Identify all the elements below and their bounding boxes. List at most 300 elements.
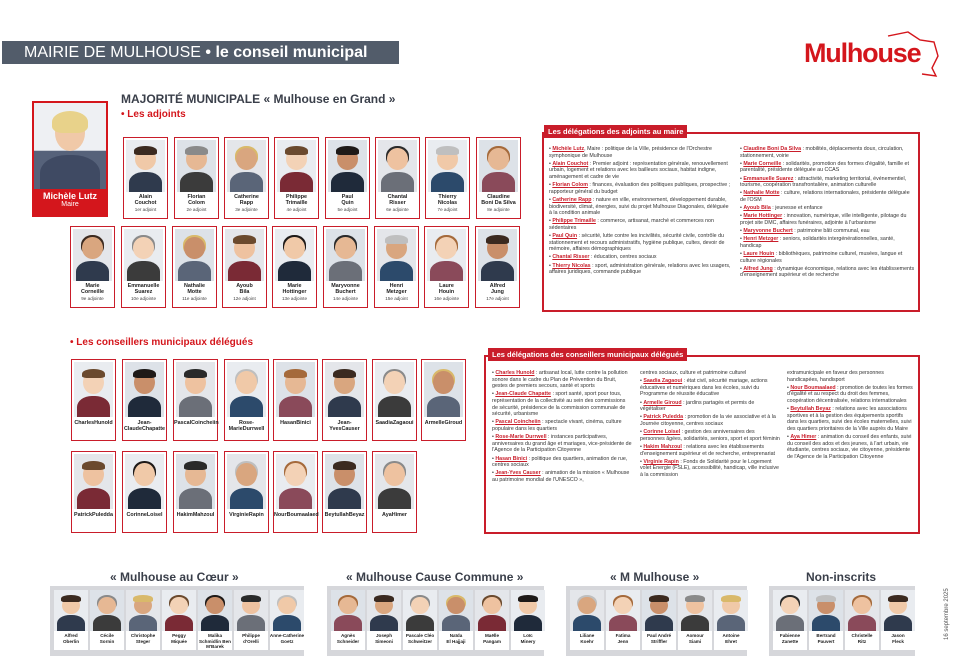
adjoint-label [476,283,519,302]
delegation-text: : promotion de toutes les formes d'égalité et au respect du droit des femmes, coopération décentralisée, relations internationales [787,384,913,404]
adjoint-label [477,194,520,213]
adjoint-label [122,283,165,302]
person-last-name: Boumaalaed [286,512,319,518]
adjoint-label [426,194,469,213]
delegation-person: Saadia Zagaoui [643,378,683,385]
delegation-entry: • Michèle Lutz, Maire : politique de la Ville, présidence de l'Orchestre symphonique de Mulhouse [549,146,712,159]
delegation-text: : gestion des anniversaires des personnes âgées, solidarités, seniors, sport et sport féminin [640,429,780,442]
group-member-label [472,633,512,644]
adjoint-photo [124,229,163,281]
person-last-name: Mahzoul [192,512,215,518]
delegation-text: : état civil, sécurité mariage, actions éducatives et numériques dans les écoles, suivi du Programme de réussite éducative [640,378,768,398]
person-last-name: Bila [239,289,250,296]
conseiller-photo [375,362,414,417]
adjoint-photo [328,140,367,192]
adjoint-label [124,194,167,213]
member-first-name: Alfred [64,633,78,638]
delegation-text: : sport santé, sport pour tous, représentation de la collectivité au sein des commissions de sécurité, présidence de la commission communale de sécurité, urbanisme [492,391,626,418]
group-member-card [511,590,545,650]
delegation-person: Aya Himer [790,434,817,441]
person-first-name: Pascal [174,420,192,426]
group-member-photo [126,590,160,631]
delegation-entry: • Catherine Rapp : nature en ville, environnement, développement durable, biodiversité, climat, énergies, suivi du projet Mulhouse Diagonales, déléguée à la condition animale [549,196,729,217]
delegation-text: : artisanat local, lutte contre la pollution sonore dans le cadre du Plan de Prévention du Bruit, gestes de premiers secours, santé et sports [492,370,628,390]
conseiller-photo [125,454,164,509]
person-first-name: Catherine [234,194,259,200]
delegation-entry: • Corinne Loisel : gestion des anniversaires des personnes âgées, solidarités, seniors, sport et sport féminin [640,429,780,442]
group-member-card [714,590,748,650]
member-first-name: Christelle [851,633,873,638]
person-last-name: Loisel [146,512,163,518]
person-first-name: Hasan [280,420,297,426]
person-last-name: Beyaz [348,512,365,518]
conseiller-card [173,359,218,441]
person-last-name: Rapp [239,200,254,207]
group-member-photo [162,590,196,631]
adjoint-card [121,226,166,308]
person-last-name: Chapatte [141,426,166,433]
delegation-person: Michèle Lutz [552,146,585,152]
delegation-person: Rose-Marie Durrwell [495,434,547,441]
delegation-person: Thierry Nicolas [552,262,591,269]
group-member-label [195,633,235,650]
conseiller-label [174,420,217,426]
group-member-label [508,633,548,644]
group-member-label [159,633,199,644]
group-member-label [231,633,271,644]
conseiller-card [122,359,167,441]
member-first-name: Fatima [615,633,631,638]
delegation-entry: • Charles Hunold : artisanat local, lutte contre la pollution sonore dans le cadre du Plan de Prévention du Bruit, gestes de premiers secours, santé et sports [492,370,628,390]
adjoint-card [476,137,521,219]
member-last-name: d'Orelli [243,638,259,644]
person-last-name: Puledda [92,512,113,518]
delegation-person: Beytullah Beyaz [790,406,831,413]
conseiller-label [72,420,115,426]
person-last-name: Quin [341,200,354,207]
group-member-label [639,633,679,644]
group-member-card [845,590,879,650]
member-last-name: Ritz [857,638,867,644]
member-first-name: Malika [207,633,223,638]
member-last-name: El Hajjaji [446,638,466,644]
person-rank: 6e adjointe [386,206,409,212]
delegation-text: : politique des quartiers, animation de rue, centres sociaux [492,455,628,469]
group-member-card [570,590,604,650]
publication-date: 16 septembre 2025 [944,588,950,640]
group-member-card [403,590,437,650]
adjoint-card [374,226,419,308]
person-rank: 3e adjointe [235,206,258,212]
person-first-name: Corinne [126,512,147,518]
group-title-cause-commune: « Mulhouse Cause Commune » [346,570,524,584]
delegation-entry: • Paul Quin : sécurité, lutte contre les incivilités, sécurité civile, contrôle du stationnement et recours administratifs, hygiène publique, cultes, devoir de mémoire, affaires démographiques [549,233,725,253]
member-last-name: Schweitzer [408,638,432,644]
group-member-photo [234,590,268,631]
person-last-name: Buchert [335,289,356,296]
conseiller-card [224,451,269,533]
adjoint-card [425,137,470,219]
group-member-photo [642,590,676,631]
delegation-person: Claudine Boni Da Silva [743,146,802,152]
person-first-name: Aya [382,512,392,518]
adjoint-photo [478,229,517,281]
person-first-name: Patrick [74,512,92,518]
adjoint-photo [175,229,214,281]
member-first-name: Peggy [172,633,186,638]
adjoint-card [475,226,520,308]
group-member-label [806,633,846,644]
member-last-name: Sornin [99,638,115,644]
conseiller-photo [227,454,266,509]
delegation-entry [787,370,915,383]
person-last-name: Trimaille [285,200,308,207]
member-first-name: Joseph [375,633,393,638]
delegation-entry: • Ayoub Bila : jeunesse et enfance [740,205,823,212]
group-member-card [881,590,915,650]
person-last-name: Binici [296,420,311,426]
person-first-name: Philippe [286,194,307,200]
group-member-card [475,590,509,650]
delegation-text: : Premier adjoint : représentation générale, renouvellement urbain, logement et relations avec les bailleurs sociaux, habitat indigne, aménagement et cadre de vie [549,160,728,180]
delegation-entry: • Nathalie Motte : culture, relations internationales, présidente déléguée de l'OSM [740,190,910,203]
person-last-name: Corneille [80,289,105,296]
adjoint-label [375,283,418,302]
member-last-name: Pangam [483,638,501,644]
conseiller-label [225,420,268,433]
delegation-text: centres sociaux, culture et patrimoine culturel [640,370,747,376]
banner-title-main: MAIRIE DE MULHOUSE [24,44,201,61]
group-member-label [436,633,476,644]
person-rank: 9e adjointe [81,295,104,301]
person-first-name: Claudine [487,194,510,200]
banner-separator: • [205,44,211,61]
adjoint-label [225,194,268,213]
delegation-text: : animation de la mission « Mulhouse au patrimoine mondial de l'UNESCO », [492,470,630,483]
delegation-person: Hasan Binici [495,455,528,462]
delegation-entry: • Jean-Claude Chapatte : sport santé, sport pour tous, représentation de la collectivité au sein des commissions de sécurité, présidence de la commission communale de sécurité, urbanisme [492,391,626,418]
delegation-entry: • Aya Himer : animation du conseil des enfants, suivi du conseil des ados et des jeunes, à l'art urbain, vie étudiante, centres sociaux, vie citoyenne, présidente de l'Agence de la Participation Citoyenne [787,434,912,460]
person-first-name: Armelle [424,420,445,426]
group-member-photo [714,590,748,631]
group-title-m-mulhouse: « M Mulhouse » [610,570,700,584]
adjoint-card [123,137,168,219]
group-member-card [439,590,473,650]
person-last-name: Jung [491,289,504,296]
member-first-name: Cécile [100,633,114,638]
adjoints-label: • Les adjoints [121,109,186,120]
person-last-name: Durrwell [242,426,265,433]
mayor-role: Maire [61,201,79,208]
group-member-card [773,590,807,650]
adjoint-card [172,226,217,308]
person-first-name: Florian [187,194,206,200]
delegation-text: : seniors, solidarités intergénérationnelles, santé, handicap [740,236,895,249]
delegation-entry: • Chantal Risser : éducation, centres sociaux [549,254,657,261]
conseillers-label: • Les conseillers municipaux délégués [70,337,254,348]
person-last-name: Colom [188,200,205,207]
group-member-label [603,633,643,644]
conseiller-photo [276,454,315,509]
logo-text: Mulhouse [804,38,921,68]
member-first-name: Agnès [340,633,356,638]
conseiller-photo [424,362,463,417]
person-first-name: Saadia [375,420,393,426]
delegation-text: : jeunesse et enfance [770,205,823,212]
adjoint-label [223,283,266,302]
delegation-entry [640,370,780,377]
group-member-card [331,590,365,650]
person-rank: 10e adjointe [130,295,157,301]
group-member-label [842,633,882,644]
mayor-photo [34,103,106,189]
group-member-photo [331,590,365,631]
delegation-text: , Maire : politique de la Ville, présidence de l'Orchestre symphonique de Mulhouse [549,146,712,159]
delegation-entry: • Rose-Marie Durrwell : instances participatives, anniversaires du grand âge et mariages, vice-présidente de l'Agence de la Participation Citoyenne [492,434,632,454]
group-member-card [198,590,232,650]
adjoint-label [376,194,419,213]
delegation-text: : attractivité, marketing territorial, événementiel, tourisme, coopération transfrontalière, animation culturelle [740,175,907,189]
delegation-person: Nathalie Motte [743,190,780,197]
group-member-label [123,633,163,644]
group-member-card [234,590,268,650]
adjoint-photo [126,140,165,192]
person-rank: 4e adjoint [286,206,307,212]
person-rank: 14e adjointe [332,295,359,301]
adjoint-label [71,283,114,302]
group-member-card [54,590,88,650]
delegations-conseillers-col3 [787,370,915,462]
group-member-photo [367,590,401,631]
adjoint-photo [377,229,416,281]
adjoint-photo [177,140,216,192]
delegation-text: : sécurité, lutte contre les incivilités, sécurité civile, contrôle du stationnement et recours administratifs, hygiène publique, cultes, devoir de mémoire, affaires démographiques [549,233,725,253]
delegation-text: : relations avec les associations sportives et à la gestion des équipements sportifs dans les quartiers, suivi des écoles maternelles, suivi des quartiers prioritaires de la Ville auprès du Maire [787,406,912,432]
delegation-person: Florian Colom [552,182,588,189]
person-first-name: Charles [74,420,95,426]
delegations-adjoints-col2 [740,146,915,281]
group-member-photo [773,590,807,631]
conseiller-label [174,512,217,518]
delegation-text: : sport, administration générale, relations avec les usagers, affaires juridiques, commande publique [549,262,731,276]
group-member-photo [511,590,545,631]
person-first-name: Thierry [438,194,457,200]
member-first-name: Fabienne [779,633,801,638]
delegation-person: Marie Hottinger [743,213,783,220]
delegation-text: : commerce, artisanat, marché et commerces non sédentaires [549,218,714,231]
person-first-name: Alain [138,194,153,200]
delegation-text: : relations avec les établissements d'enseignement supérieur et de recherche, entreprenariat [640,443,775,457]
delegation-entry: • Patrick Puledda : promotion de la vie associative et à la Journée citoyenne, centres sociaux [640,414,776,427]
delegations-conseillers-col1 [492,370,632,485]
person-first-name: Chantal [387,194,408,200]
delegation-person: Corinne Loisel [643,429,681,436]
adjoint-photo [427,229,466,281]
group-member-photo [439,590,473,631]
delegation-entry: • Hasan Binici : politique des quartiers, animation de rue, centres sociaux [492,455,628,469]
person-last-name: Giroud [444,420,463,426]
delegation-person: Catherine Rapp [552,196,592,203]
person-first-name: Hakim [176,512,193,518]
delegation-person: Pascal Coincheiin [495,419,541,426]
person-last-name: Metzger [386,289,407,296]
member-last-name: Steger [135,638,151,644]
person-last-name: Causer [341,426,360,433]
person-first-name: Nathalie [184,283,205,289]
adjoint-photo [277,140,316,192]
delegation-text: : nature en ville, environnement, développement durable, biodiversité, climat, énergies, suivi du projet Mulhouse Diagonales, déléguée à la condition animale [549,196,729,217]
person-last-name: Hottinger [282,289,307,296]
adjoint-card [224,137,269,219]
group-title-coeur: « Mulhouse au Cœur » [110,570,239,584]
member-first-name: Maëlle [484,633,500,638]
person-last-name: Zagaoui [392,420,414,426]
conseiller-label [323,512,366,518]
delegations-adjoints-title: Les délégations des adjoints au maire [544,125,687,138]
person-rank: 12e adjoint [233,295,256,301]
adjoint-photo [428,140,467,192]
conseiller-photo [325,454,364,509]
conseiller-label [373,420,416,426]
delegation-entry: • Henri Metzger : seniors, solidarités intergénérationnelles, santé, handicap [740,236,895,249]
delegation-entry: • Thierry Nicolas : sport, administration générale, relations avec les usagers, affaires juridiques, commande publique [549,262,731,276]
adjoint-card [222,226,267,308]
group-member-label [567,633,607,644]
group-member-label [364,633,404,644]
member-first-name: Liliane [579,633,595,638]
page-banner [2,41,399,64]
delegation-person: Marie Corneille [743,160,782,167]
person-rank: 17e adjoint [486,295,509,301]
delegation-text: : bibliothèques, patrimoine culturel, musées, langue et culture régionales [740,251,903,264]
group-member-label [770,633,810,644]
person-first-name: Nour [274,512,287,518]
conseiller-label [323,420,366,433]
person-last-name: Coincheiin [191,420,219,426]
delegation-text: : culture, relations internationales, présidente déléguée de l'OSM [740,190,910,203]
delegation-person: Nour Boumaalaed [790,384,836,391]
delegation-person: Paul Quin [552,233,578,240]
member-first-name: Naïda [449,633,463,638]
person-last-name: Nicolas [437,200,458,207]
adjoint-photo [275,229,314,281]
group-member-photo [678,590,712,631]
delegation-entry: • Pascal Coincheiin : spectacle vivant, cinéma, culture populaire dans les quartiers [492,419,622,432]
delegation-entry: • Saadia Zagaoui : état civil, sécurité mariage, actions éducatives et numériques dans les écoles, suivi du Programme de réussite éducative [640,378,768,398]
delegation-entry: • Florian Colom : finances, évaluation des politiques publiques, prospective ; rapporteur général du budget [549,182,731,195]
group-member-card [606,590,640,650]
adjoint-card [424,226,469,308]
person-rank: 1er adjoint [134,206,157,212]
delegation-text: : Fonds de Solidarité pour le Logement volet Energie (FSLE), accessibilité, handicap, ville inclusive à la commission [640,458,779,478]
adjoint-card [274,137,319,219]
person-first-name: Henri [389,283,404,289]
conseiller-photo [325,362,364,417]
delegation-person: Patrick Puledda [643,414,684,421]
person-first-name: Beytullah [324,512,349,518]
adjoint-label [273,283,316,302]
conseiller-card [372,359,417,441]
conseiller-photo [375,454,414,509]
delegation-person: Henri Metzger [743,236,779,243]
delegation-text: : patrimoine bâti communal, eau [792,228,870,235]
member-last-name: Ehret [725,638,737,644]
delegation-text: : solidarités, promotion des formes d'égalité, famille et parentalité, présidente déléguée au CCAS [740,160,909,174]
delegation-text: : animation du conseil des enfants, suivi du conseil des ados et des jeunes, à l'art urbain, vie étudiante, centres sociaux, vie citoyenne, présidente de l'Agence de la Participation Citoyenne [787,434,912,460]
group-member-card [367,590,401,650]
delegation-entry: • Philippe Trimaille : commerce, artisanat, marché et commerces non sédentaires [549,218,714,231]
person-last-name: Risser [389,200,406,207]
delegation-text: : innovation, numérique, ville intelligente, pilotage du projet site DMC, affaires funéraires, adjointe à l'urbanisme [740,213,907,226]
delegation-person: Alain Couchot [552,160,589,167]
mulhouse-logo [800,30,940,80]
member-last-name: Striffler [650,638,668,644]
person-first-name: Jean-Claude [123,420,152,433]
adjoint-card [323,226,368,308]
conseiller-card [273,359,318,441]
delegation-text: : spectacle vivant, cinéma, culture populaire dans les quartiers [492,419,622,432]
person-first-name: Marie [287,283,302,289]
delegation-text: : jardins partagés et permis de végétaliser [640,399,755,413]
person-first-name: Ayoub [236,283,253,289]
group-member-photo [198,590,232,631]
delegation-entry: • Marie Hottinger : innovation, numérique, ville intelligente, pilotage du projet site DMC, affaires funéraires, adjointe à l'urbanisme [740,213,907,226]
group-member-label [51,633,91,644]
person-first-name: Alfred [489,283,506,289]
group-member-photo [570,590,604,631]
member-first-name: Paul André [646,633,672,638]
group-member-label [400,633,440,644]
conseiller-card [122,451,167,533]
group-member-label [87,633,127,644]
conseiller-card [71,451,116,533]
group-member-photo [54,590,88,631]
conseiller-photo [125,362,164,417]
group-member-photo [809,590,843,631]
adjoint-label [326,194,369,213]
adjoint-photo [73,229,112,281]
member-last-name: Minery [520,638,536,644]
person-rank: 16e adjointe [433,295,460,301]
conseiller-photo [276,362,315,417]
delegation-person: Ayoub Bila [743,205,771,212]
delegation-entry: • Laure Houin : bibliothèques, patrimoine culturel, musées, langue et culture régionales [740,251,903,264]
conseiller-label [422,420,465,426]
group-member-label [711,633,751,644]
conseiller-card [322,451,367,533]
member-first-name: Philippe [242,633,260,638]
conseiller-label [274,512,317,518]
member-first-name: Antoine [722,633,740,638]
delegation-text: extramunicipale en faveur des personnes handicapées, handisport [787,370,884,383]
majority-title: MAJORITÉ MUNICIPALE « Mulhouse en Grand » [121,92,396,106]
delegation-entry: • Marie Corneille : solidarités, promotion des formes d'égalité, famille et parentalité, présidente déléguée au CCAS [740,160,909,174]
adjoint-photo [227,140,266,192]
group-member-photo [845,590,879,631]
member-last-name: Pauvert [817,638,835,644]
person-first-name: Jean-Yves [329,420,352,433]
group-member-photo [403,590,437,631]
group-member-photo [270,590,304,631]
conseiller-photo [227,362,266,417]
group-member-card [270,590,304,650]
delegation-person: Alfred Jung [743,265,773,272]
delegation-person: Philippe Trimaille [552,218,596,225]
member-first-name: Jason [891,633,905,638]
member-last-name: Oberlin [62,638,80,644]
member-last-name: Schneider [336,638,360,644]
adjoint-label [173,283,216,302]
